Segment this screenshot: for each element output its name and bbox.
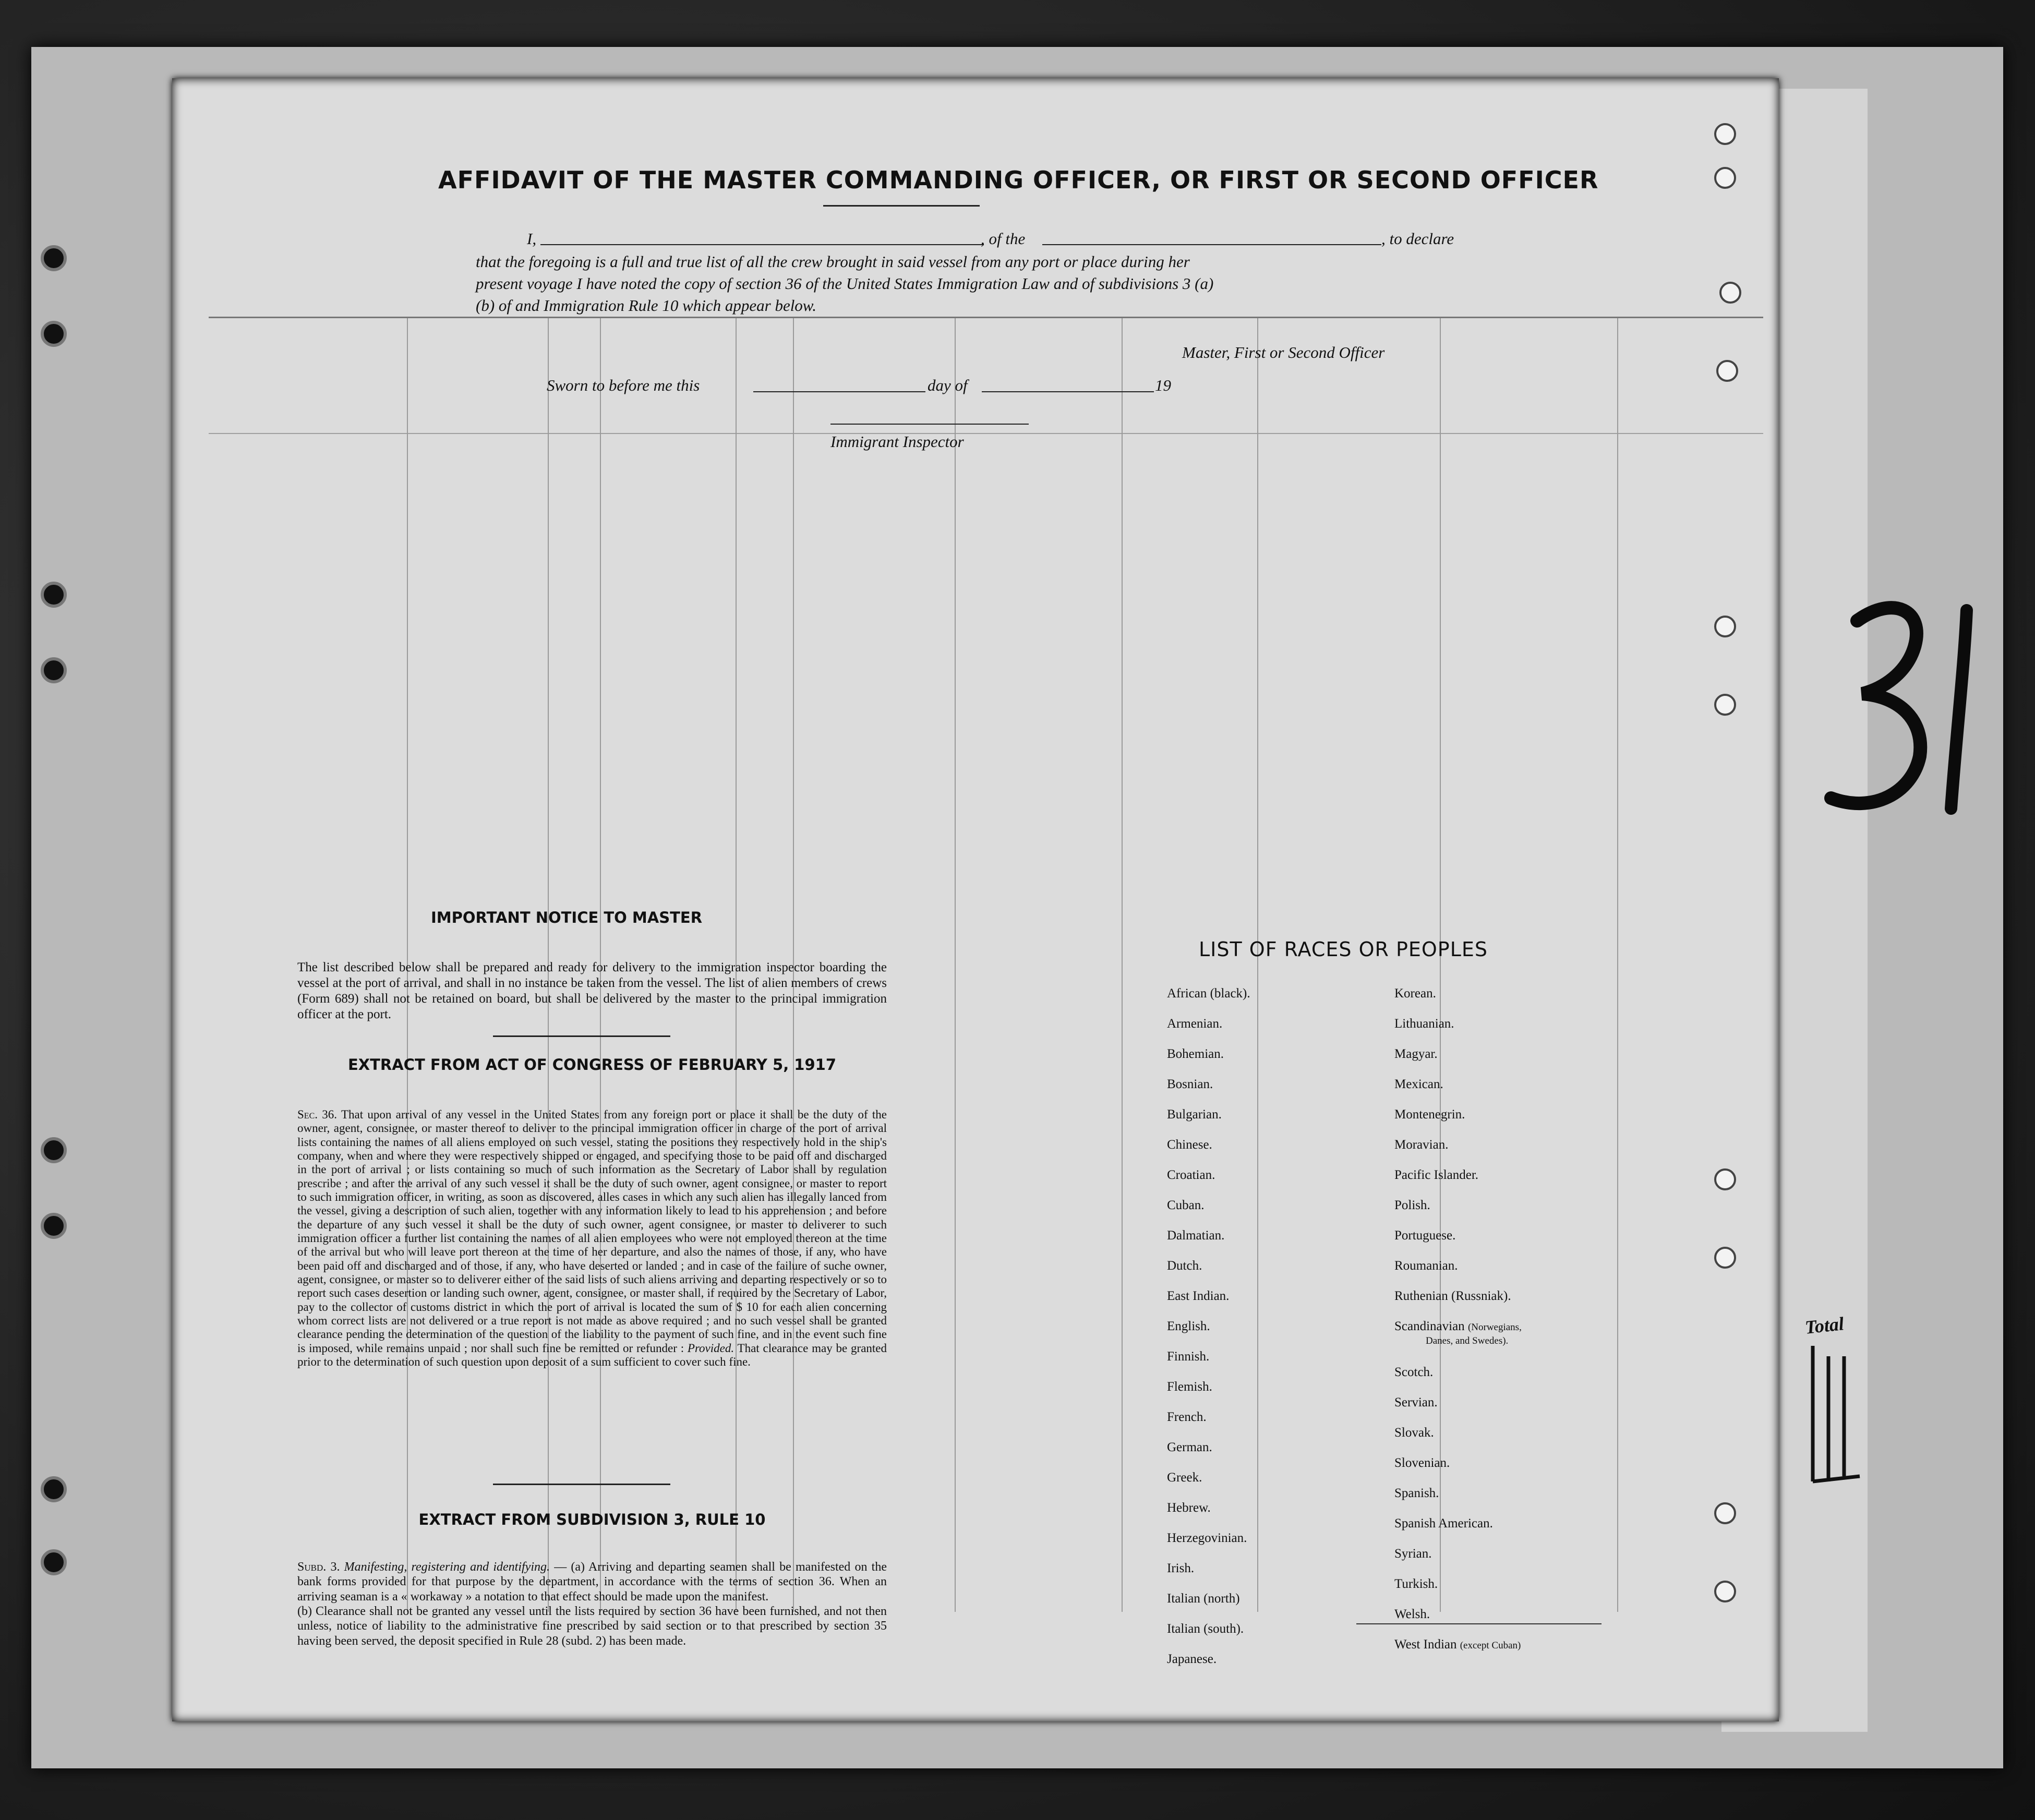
race-item: Syrian.	[1394, 1547, 1432, 1561]
race-item: Turkish.	[1394, 1577, 1438, 1591]
race-item	[1394, 1637, 1521, 1652]
race-item: English.	[1167, 1319, 1210, 1333]
race-item: Cuban.	[1167, 1198, 1205, 1212]
subdivision-title: Manifesting, registering and identifying.	[344, 1560, 550, 1574]
section-tail: That clearance may be granted prior to the determination of such question upon deposit of a sum sufficient to cover such fine.	[297, 1341, 887, 1368]
binder-hole	[1714, 1168, 1736, 1190]
subdivision-b: (b) Clearance shall not be granted any vessel until the lists required by section 36 have been furnished, and not then unless, notice of liability to the administrative fine prescribed by said section or to that prescribed by section 35 having been served, the deposit specified in Rule 28 (subd. 2) has been made.	[297, 1604, 887, 1648]
handwritten-total: Total	[1804, 1313, 1845, 1338]
of-the-label: , of the	[981, 230, 1026, 248]
binder-hole	[41, 321, 67, 347]
binder-hole	[1719, 282, 1741, 304]
race-item: East Indian.	[1167, 1289, 1230, 1303]
race-item	[1394, 1319, 1522, 1334]
notice-heading: IMPORTANT NOTICE TO MASTER	[431, 909, 703, 926]
race-item: Hebrew.	[1167, 1501, 1211, 1515]
race-item: Roumanian.	[1394, 1259, 1458, 1273]
race-name: Scandinavian	[1394, 1319, 1465, 1333]
binder-hole	[41, 1476, 67, 1502]
binder-hole	[1714, 1502, 1736, 1524]
inspector-label: Immigrant Inspector	[830, 432, 964, 451]
race-note: (except Cuban)	[1460, 1640, 1521, 1651]
extract-act-heading: EXTRACT FROM ACT OF CONGRESS OF FEBRUARY 5, 1917	[347, 1056, 837, 1074]
binder-hole	[1716, 360, 1738, 382]
race-item: Bosnian.	[1167, 1077, 1213, 1091]
race-item: Slovak.	[1394, 1426, 1434, 1440]
subdivision-label: Subd. 3.	[297, 1560, 340, 1574]
section-body: That upon arrival of any vessel in the United States from any foreign port or place it shall be the duty of the owner, agent, consignee, or master thereof to deliver to the principal immigration officer in charge of the port of arrival lists containing the names of all aliens employed on such vessel, stating the positions they respectively hold in the ship's company, when and where they were respectively shipped or engaged, and specifying those to be paid off and discharged in the port of arrival ; or lists containing so much of such information as the Secretary of Labor shall by regulation prescribe ; and after the arrival of any such vessel it shall be the duty of such owner, agent consignee, or master to report to such immigration officer, in writing, as soon as discovered, alles cases in which any such alien has illegally lanced from the vessel, giving a description of such alien, together with any information likely to lead to his apprehension ; and before the departure of any such vessel it shall be the duty of such owner, agent consignee, or master to deliverer to such immigration officer a further list containing the names of all alien employees who were not employed thereon at the time of the arrival but who will leave port thereon at the time of her departure, and also the names of those, if any, who have been paid off and discharged and of those, if any, who have deserted or landed ; and in case of the failure of suche owner, agent, consignee, or master so to deliverer either of the said lists of such aliens arriving and departing respectively or so to report such cases desertion or landing such owner, agent, consignee, or master shall, if required by the Secretary of Labor, pay to the collector of customs district in which the port of arrival is located the sum of $ 10 for each alien concerning whom correct lists are not delivered or a true report is not made as above required ; and no such vessel shall be granted clearance pending the determination of the question of the liability to the payment of such fine, and in the event such fine is imposed, while remains unpaid ; nor shall such fine be remitted or refunder :	[297, 1108, 887, 1355]
bleed-through-column	[1257, 318, 1258, 1612]
divider	[493, 1484, 670, 1485]
race-item: Italian (north)	[1167, 1592, 1240, 1606]
divider	[823, 205, 980, 207]
pen-line	[1356, 1623, 1601, 1624]
affidavit-line: present voyage I have noted the copy of section 36 of the United States Immigration Law and of subdivisions 3 (a)	[476, 274, 1214, 293]
section-36-text	[297, 1108, 887, 1369]
race-note: (Norwegians,	[1467, 1322, 1522, 1333]
race-name: West Indian	[1394, 1637, 1457, 1652]
binder-hole	[41, 657, 67, 683]
notice-body: The list described below shall be prepared and ready for delivery to the immigration inspector boarding the vessel at the port of arrival, and shall in no instance be taken from the vessel. The list of alien members of crews (Form 689) shall not be retained on board, but shall be delivered by the master to the principal immigration officer at the port.	[297, 960, 887, 1021]
affidavit-page	[172, 78, 1779, 1721]
bleed-through-column	[955, 318, 956, 1612]
race-item: Herzegovinian.	[1167, 1531, 1247, 1545]
race-item: Bulgarian.	[1167, 1107, 1222, 1122]
race-item: French.	[1167, 1410, 1207, 1424]
binder-hole	[41, 1213, 67, 1239]
race-item: Dutch.	[1167, 1259, 1202, 1273]
binder-hole	[41, 1137, 67, 1163]
bleed-through-rule	[209, 433, 1763, 434]
race-item: Scotch.	[1394, 1365, 1434, 1379]
affidavit-line: (b) of and Immigration Rule 10 which appear below.	[476, 296, 816, 315]
race-item: Dalmatian.	[1167, 1228, 1225, 1243]
race-item: Finnish.	[1167, 1349, 1210, 1364]
bleed-through-column	[1122, 318, 1123, 1612]
binder-hole	[1714, 167, 1736, 189]
race-item: Japanese.	[1167, 1652, 1217, 1666]
inspector-signature-line	[830, 424, 1029, 425]
race-item: Armenian.	[1167, 1017, 1223, 1031]
race-item: Korean.	[1394, 986, 1436, 1001]
binder-hole	[1714, 1581, 1736, 1602]
race-item: African (black).	[1167, 986, 1250, 1001]
provided-label: Provided.	[687, 1341, 734, 1355]
bleed-through-column	[1617, 318, 1618, 1612]
sworn-label: Sworn to before me this	[547, 376, 700, 394]
race-item: Bohemian.	[1167, 1047, 1224, 1061]
binder-hole	[1714, 1247, 1736, 1269]
affiant-name-blank	[540, 244, 984, 245]
day-of-label: day of	[928, 376, 968, 394]
race-item: Ruthenian (Russniak).	[1394, 1289, 1511, 1303]
race-item: Irish.	[1167, 1561, 1195, 1575]
race-item: Montenegrin.	[1394, 1107, 1465, 1122]
binder-hole	[41, 245, 67, 271]
binder-hole	[1714, 616, 1736, 637]
race-item: Magyar.	[1394, 1047, 1438, 1061]
race-item: Welsh.	[1394, 1607, 1430, 1621]
divider	[493, 1035, 670, 1037]
binder-hole	[1714, 694, 1736, 716]
to-declare-label: , to declare	[1381, 230, 1454, 248]
race-item: Servian.	[1394, 1395, 1438, 1409]
binder-hole	[41, 582, 67, 608]
year-label: 19	[1155, 376, 1171, 394]
race-item: Spanish American.	[1394, 1516, 1493, 1530]
race-item: German.	[1167, 1440, 1212, 1454]
race-item: Lithuanian.	[1394, 1017, 1454, 1031]
race-item: Portuguese.	[1394, 1228, 1456, 1243]
race-item: Polish.	[1394, 1198, 1430, 1212]
extract-rule-heading: EXTRACT FROM SUBDIVISION 3, RULE 10	[418, 1511, 766, 1528]
races-heading: LIST OF RACES OR PEOPLES	[1199, 938, 1488, 961]
binder-hole	[1714, 123, 1736, 145]
race-item: Pacific Islander.	[1394, 1168, 1479, 1182]
tally-marks	[1802, 1341, 1865, 1487]
affiant-prefix: I,	[527, 230, 537, 248]
section-label: Sec. 36.	[297, 1108, 338, 1121]
bleed-through-rule	[209, 317, 1763, 318]
race-item: Flemish.	[1167, 1380, 1212, 1394]
handwritten-page-number	[1795, 589, 1988, 819]
subdivision-a: — (a) Arriving and departing seamen shall be manifested on the bank forms provided for that purpose by the department, in accordance with the terms of section 36. When an arriving seaman is a « workaway » a notation to that effect should be made upon the manifest.	[297, 1560, 887, 1604]
vessel-name-blank	[1042, 244, 1381, 245]
race-item: Mexican.	[1394, 1077, 1443, 1091]
month-blank	[982, 391, 1154, 392]
subdivision-3-text	[297, 1560, 887, 1648]
race-item: Italian (south).	[1167, 1622, 1244, 1636]
race-item: Spanish.	[1394, 1486, 1439, 1500]
race-item: Chinese.	[1167, 1138, 1212, 1152]
race-item: Greek.	[1167, 1471, 1202, 1485]
affidavit-line: that the foregoing is a full and true list of all the crew brought in said vessel from any port or place during her	[476, 252, 1190, 271]
master-signature-label: Master, First or Second Officer	[1182, 343, 1385, 361]
race-item: Moravian.	[1394, 1138, 1449, 1152]
day-blank	[753, 391, 925, 392]
affidavit-title: AFFIDAVIT OF THE MASTER COMMANDING OFFICER, OR FIRST OR SECOND OFFICER	[438, 166, 1599, 194]
race-note: Danes, and Swedes).	[1426, 1335, 1509, 1346]
race-item: Croatian.	[1167, 1168, 1215, 1182]
race-item: Slovenian.	[1394, 1456, 1450, 1470]
binder-hole	[41, 1549, 67, 1575]
bleed-through-column	[1440, 318, 1441, 1612]
